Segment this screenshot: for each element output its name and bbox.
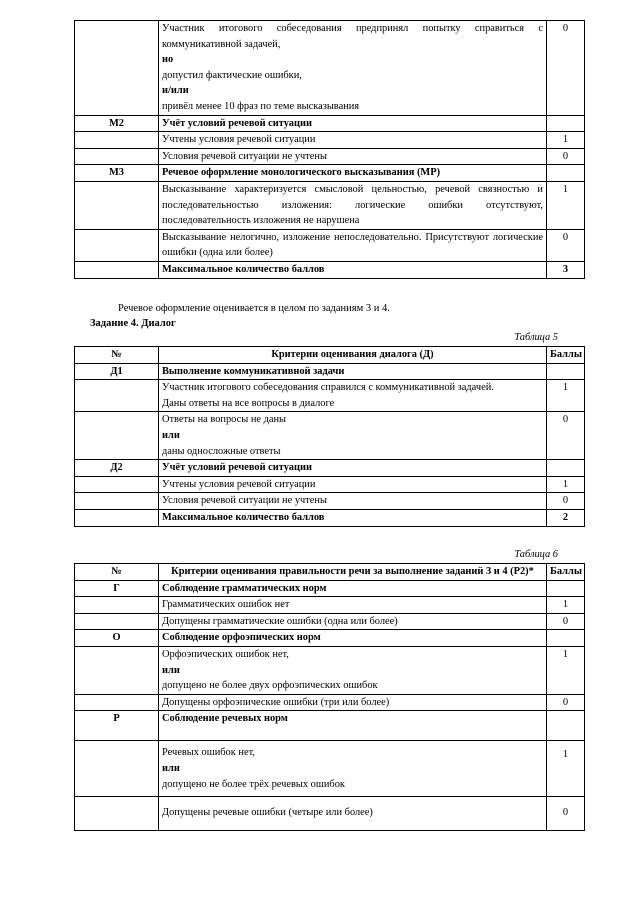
total-score: 3 [547,261,585,278]
criterion-description: Высказывание нелогично, изложение непоследовательно. Присутствуют логические ошибки (одна или более) [159,229,547,261]
table-row [75,148,585,165]
table-row [75,741,585,797]
criterion-header-row [75,711,585,741]
criterion-code: Г [75,580,159,597]
table-row [75,21,585,116]
score-cell: 1 [547,476,585,493]
score-cell: 1 [547,646,585,694]
criterion-code [75,21,159,116]
criterion-code: М2 [75,115,159,132]
table-row [75,412,585,460]
score-cell: 1 [547,181,585,229]
score-cell [547,115,585,132]
criterion-title: Учёт условий речевой ситуации [159,460,547,477]
score-cell: 0 [547,694,585,711]
score-cell: 1 [547,380,585,412]
score-cell: 0 [547,21,585,116]
table-row [75,476,585,493]
criterion-code: Д1 [75,363,159,380]
criterion-description: Допущены грамматические ошибки (одна или более) [159,613,547,630]
total-label: Максимальное количество баллов [159,261,547,278]
speech-correctness-table [74,563,585,831]
table-row [75,597,585,614]
criterion-title: Речевое оформление монологического высказывания (МР) [159,165,547,182]
table-row [75,181,585,229]
table-row [75,613,585,630]
monologue-criteria-table [74,20,585,279]
table-header-row [75,564,585,581]
score-cell: 0 [547,148,585,165]
score-cell [547,165,585,182]
column-header-score: Баллы [547,347,585,364]
score-cell: 0 [547,412,585,460]
criterion-title: Учёт условий речевой ситуации [159,115,547,132]
criterion-header-row [75,630,585,647]
table-row [75,797,585,831]
criterion-code: М3 [75,165,159,182]
score-cell: 1 [547,132,585,149]
criterion-description: Допущены орфоэпические ошибки (три или более) [159,694,547,711]
criterion-description: Грамматических ошибок нет [159,597,547,614]
criterion-description: Речевых ошибок нет, или допущено не более трёх речевых ошибок [159,741,547,797]
total-label: Максимальное количество баллов [159,509,547,526]
table5-caption: Таблица 5 [514,332,558,343]
criterion-header-row [75,580,585,597]
total-row [75,261,585,278]
criterion-header-row [75,460,585,477]
total-row [75,509,585,526]
task4-heading: Задание 4. Диалог [90,318,176,329]
table-header-row [75,347,585,364]
column-header-criteria: Критерии оценивания диалога (Д) [159,347,547,364]
criterion-description: Высказывание характеризуется смысловой цельностью, речевой связностью и последовательностью изложения: логические ошибки отсутствуют, последовательность изложения не нарушена [159,181,547,229]
criterion-description: Ответы на вопросы не даны или даны односложные ответы [159,412,547,460]
column-header-number: № [75,347,159,364]
score-cell: 1 [547,741,585,797]
criterion-description: Участник итогового собеседования предпринял попытку справиться с коммуникативной задачей, но допустил фактические ошибки, и/или привёл менее 10 фраз по теме высказывания [159,21,547,116]
criterion-title: Соблюдение речевых норм [159,711,547,741]
criterion-code: Д2 [75,460,159,477]
criterion-header-row [75,115,585,132]
criterion-description: Учтены условия речевой ситуации [159,476,547,493]
table-row [75,694,585,711]
total-score: 2 [547,509,585,526]
score-cell: 0 [547,613,585,630]
criterion-title: Выполнение коммуникативной задачи [159,363,547,380]
criterion-header-row [75,363,585,380]
column-header-score: Баллы [547,564,585,581]
table-row [75,380,585,412]
criterion-code: Р [75,711,159,741]
criterion-description: Условия речевой ситуации не учтены [159,148,547,165]
table-row [75,229,585,261]
note-paragraph: Речевое оформление оценивается в целом по заданиям 3 и 4. [118,303,390,314]
criterion-title: Соблюдение орфоэпических норм [159,630,547,647]
score-cell: 0 [547,493,585,510]
criterion-title: Соблюдение грамматических норм [159,580,547,597]
table6-caption: Таблица 6 [514,549,558,560]
criterion-description: Участник итогового собеседования справился с коммуникативной задачей. Даны ответы на все вопросы в диалоге [159,380,547,412]
dialogue-criteria-table [74,346,585,527]
criterion-description: Учтены условия речевой ситуации [159,132,547,149]
table-row [75,493,585,510]
column-header-number: № [75,564,159,581]
criterion-description: Орфоэпических ошибок нет, или допущено не более двух орфоэпических ошибок [159,646,547,694]
criterion-description: Допущены речевые ошибки (четыре или более) [159,797,547,831]
table-row [75,132,585,149]
criterion-header-row [75,165,585,182]
table-row [75,646,585,694]
score-cell: 0 [547,229,585,261]
score-cell: 1 [547,597,585,614]
criterion-description: Условия речевой ситуации не учтены [159,493,547,510]
criterion-code: О [75,630,159,647]
column-header-criteria: Критерии оценивания правильности речи за выполнение заданий 3 и 4 (Р2)* [159,564,547,581]
score-cell: 0 [547,797,585,831]
